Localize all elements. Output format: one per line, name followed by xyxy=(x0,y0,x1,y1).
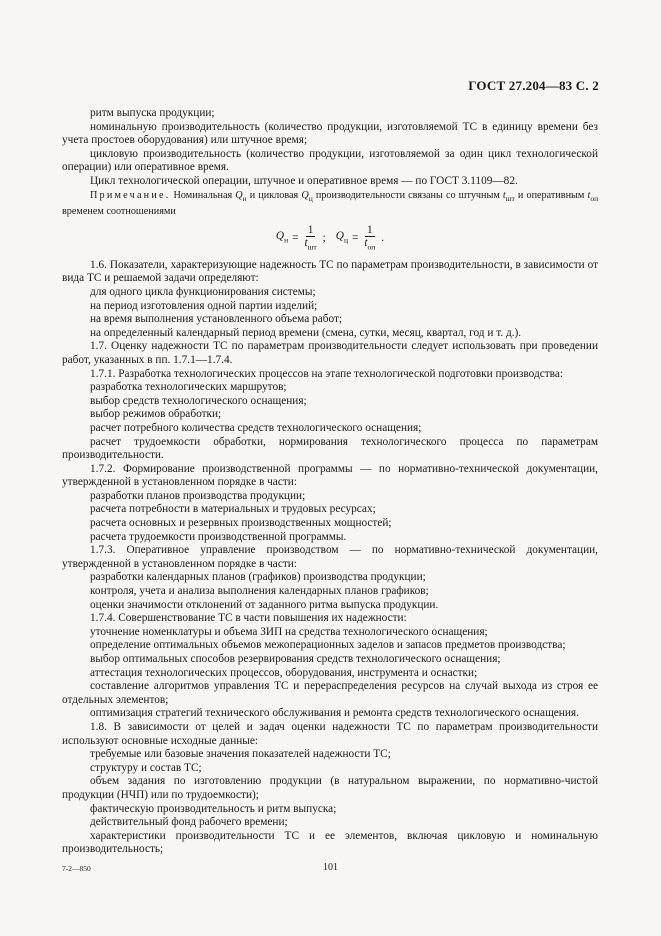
list-item: на время выполнения установленного объема работ; xyxy=(90,313,343,326)
formula: $Q_н$ = $\frac{1}{t_{шт}}$ ; $Q_ц$ = $\frac{1}{t_{оп}}$ . xyxy=(275,224,385,252)
list-item: расчет потребного количества средств технологического оснащения; xyxy=(90,421,422,434)
list-item: расчета трудоемкости производственной программы. xyxy=(90,530,347,543)
note-paragraph: Примечание. Номинальная $Q_н$ и цикловая $Q_ц$ производительности связаны со штучным $t_{шт}$ и оперативным $t_{оп}$ временем соотношениями xyxy=(62,189,599,218)
paragraph: Цикл технологической операции, штучное и оперативное время — по ГОСТ 3.1109—82. xyxy=(90,174,518,187)
list-item: выбор режимов обработки; xyxy=(90,408,222,421)
list-item: расчет трудоемкости обработки, нормирования технологического процесса по параметрам производительности. xyxy=(62,435,598,462)
paragraph: 1.7. Оценку надежности ТС по параметрам производительности следует использовать при проведении работ, указанных в пп. 1.7.1—1.7.4. xyxy=(62,340,598,366)
list-item: выбор средств технологического оснащения; xyxy=(90,394,307,407)
page-number: 101 xyxy=(323,862,338,873)
paragraph: 1.6. Показатели, характеризующие надежность ТС по параметрам производительности, в зависимости от вида ТС и решаемой задачи определяют: xyxy=(62,258,598,285)
paragraph: 1.8. В зависимости от целей и задач оценки надежности ТС по параметрам производительности используют основные исходные данные: xyxy=(62,720,598,747)
list-item: контроля, учета и анализа выполнения календарных планов графиков; xyxy=(90,585,429,598)
paragraph: 1.7.4. Совершенствование ТС в части повышения их надежности: xyxy=(90,612,407,625)
paragraph: 1.7.2. Формирование производственной программы — по нормативно-технической документации, утвержденной в установленном порядке в части: xyxy=(62,462,598,489)
list-item: выбор оптимальных способов резервирования средств технологического оснащения; xyxy=(90,653,501,665)
list-item: структуру и состав ТС; xyxy=(90,761,202,774)
list-item: оптимизация стратегий технического обслуживания и ремонта средств технологического оснащения. xyxy=(90,707,579,720)
paragraph: ритм выпуска продукции; xyxy=(90,107,215,119)
list-item: расчета основных и резервных производственных мощностей; xyxy=(90,517,392,530)
page-header: ГОСТ 27.204—83 С. 2 xyxy=(468,78,599,93)
paragraph: 1.7.3. Оперативное управление производством — по нормативно-технической документации, утвержденной в установленном порядке в части: xyxy=(62,544,598,570)
list-item: разработка технологических маршрутов; xyxy=(90,381,287,394)
list-item: составление алгоритмов управления ТС и перераспределения ресурсов на случай выхода из строя ее отдельных элементов; xyxy=(62,680,598,706)
list-item: расчета потребности в материальных и трудовых ресурсах; xyxy=(90,503,376,516)
fraction: $\frac{1}{t_{шт}}$ xyxy=(304,224,317,252)
list-item: аттестация технологических процессов, оборудования, инструмента и оснастки; xyxy=(90,666,478,679)
list-item: на определенный календарный период времени (смена, сутки, месяц, квартал, год и т. д.). xyxy=(90,326,522,339)
list-item: определение оптимальных объемов межоперационных заделов и запасов предметов производства; xyxy=(90,639,566,652)
list-item: уточнение номенклатуры и объема ЗИП на средства технологического оснащения; xyxy=(90,625,488,638)
list-item: фактическую производительность и ритм выпуска; xyxy=(90,802,337,815)
list-item: действительный фонд рабочего времени; xyxy=(90,816,288,829)
list-item: на период изготовления одной партии изделий; xyxy=(90,299,318,312)
list-item: требуемые или базовые значения показателей надежности ТС; xyxy=(90,748,391,761)
list-item: характеристики производительности ТС и ее элементов, включая цикловую и номинальную производительность; xyxy=(62,829,598,856)
document-body xyxy=(62,107,598,857)
list-item: разработки планов производства продукции; xyxy=(90,489,306,502)
list-item: разработки календарных планов (графиков) производства продукции; xyxy=(90,571,426,584)
list-item: оценки значимости отклонений от заданного ритма выпуска продукции. xyxy=(90,598,439,611)
list-item: для одного цикла функционирования системы; xyxy=(90,285,316,298)
paragraph: 1.7.1. Разработка технологических процессов на этапе технологической подготовки производства: xyxy=(90,367,563,380)
note-label: Примечание. xyxy=(90,189,171,201)
print-code: 7-2—850 xyxy=(62,864,91,873)
list-item: объем задания по изготовлению продукции (в натуральном выражении, по нормативно-чистой продукции (НЧП) или по трудоемкости); xyxy=(62,775,598,801)
paragraph: цикловую производительность (количество продукции, изготовляемой за один цикл технологической операции) или оперативное время. xyxy=(62,147,598,174)
fraction: $\frac{1}{t_{оп}}$ xyxy=(364,224,376,252)
paragraph: номинальную производительность (количество продукции, изготовляемой ТС в единицу времени без учета простоев оборудования) или штучное время; xyxy=(62,120,598,147)
